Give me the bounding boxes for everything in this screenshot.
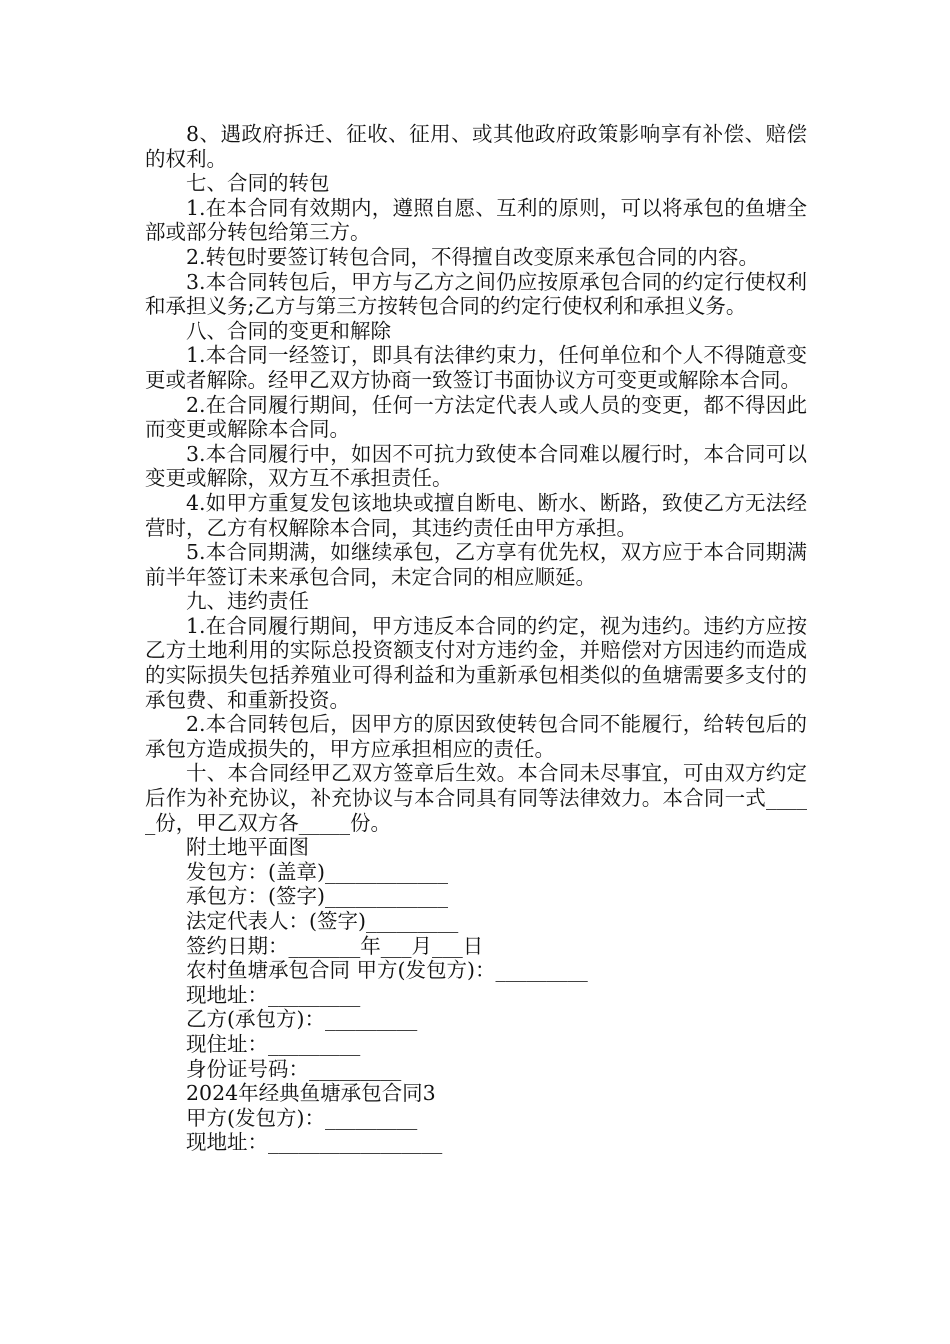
section-heading-liability: 九、违约责任 (186, 589, 309, 614)
section-effectiveness: 十、本合同经甲乙双方签章后生效。本合同未尽事宜，可由双方约定后作为补充协议，补充协议与本合同具有同等法律效力。本合同一式_____份，甲乙双方各_____份。 (145, 761, 807, 835)
signature-legal-rep: 法定代表人：(签字)_________ (186, 909, 459, 933)
party-b-name: 乙方(承包方)：_________ (186, 1007, 418, 1032)
clause-change-2: 2.在合同履行期间，任何一方法定代表人或人员的变更，都不得因此而变更或解除本合同。 (145, 392, 807, 442)
attachment-note: 附土地平面图 (186, 835, 309, 860)
clause-liability-1: 1.在合同履行期间，甲方违反本合同的约定，视为违约。违约方应按乙方土地利用的实际总投资额支付对方违约金，并赔偿对方因违约而造成的实际损失包括养殖业可得利益和为重新承包相类似的鱼塘需要多支付的承包费、和重新投资。 (145, 613, 807, 712)
next-contract-party-a: 农村鱼塘承包合同 甲方(发包方)：_________ (186, 958, 588, 983)
signature-party-a: 发包方：(盖章)____________ (186, 859, 448, 884)
contract-document (145, 122, 807, 1155)
clause-liability-2: 2.本合同转包后，因甲方的原因致使转包合同不能履行，给转包后的承包方造成损失的，甲方应承担相应的责任。 (145, 712, 807, 761)
party-b-id-number: 身份证号码：_________ (186, 1056, 402, 1081)
party-b-address: 现住址：_________ (186, 1031, 361, 1056)
contract-3-address: 现地址：_________________ (186, 1130, 443, 1155)
signing-date: 签约日期：_______年___月___日 (186, 933, 484, 958)
clause-subcontract-2: 2.转包时要签订转包合同，不得擅自改变原来承包合同的内容。 (186, 244, 760, 269)
clause-change-4: 4.如甲方重复发包该地块或擅自断电、断水、断路，致使乙方无法经营时，乙方有权解除本合同，其违约责任由甲方承担。 (145, 490, 807, 540)
clause-compensation-rights: 8、遇政府拆迁、征收、征用、或其他政府政策影响享有补偿、赔偿的权利。 (145, 122, 807, 171)
clause-change-1: 1.本合同一经签订，即具有法律约束力，任何单位和个人不得随意变更或者解除。经甲乙双方协商一致签订书面协议方可变更或解除本合同。 (145, 343, 807, 392)
party-a-address: 现地址：_________ (186, 982, 361, 1007)
section-heading-subcontract: 七、合同的转包 (186, 171, 330, 196)
clause-change-3: 3.本合同履行中，如因不可抗力致使本合同难以履行时，本合同可以变更或解除，双方互不承担责任。 (145, 441, 807, 491)
contract-3-party-a: 甲方(发包方)：_________ (186, 1105, 418, 1130)
section-heading-change-termination: 八、合同的变更和解除 (186, 318, 391, 343)
clause-subcontract-1: 1.在本合同有效期内，遵照自愿、互利的原则，可以将承包的鱼塘全部或部分转包给第三方。 (145, 195, 807, 245)
clause-subcontract-3: 3.本合同转包后，甲方与乙方之间仍应按原承包合同的约定行使权利和承担义务;乙方与第三方按转包合同的约定行使权利和承担义务。 (145, 269, 807, 319)
signature-party-b: 承包方：(签字)____________ (186, 884, 448, 909)
contract-3-title: 2024年经典鱼塘承包合同3 (186, 1081, 436, 1106)
clause-change-5: 5.本合同期满，如继续承包，乙方享有优先权，双方应于本合同期满前半年签订未来承包合同，未定合同的相应顺延。 (145, 540, 807, 589)
